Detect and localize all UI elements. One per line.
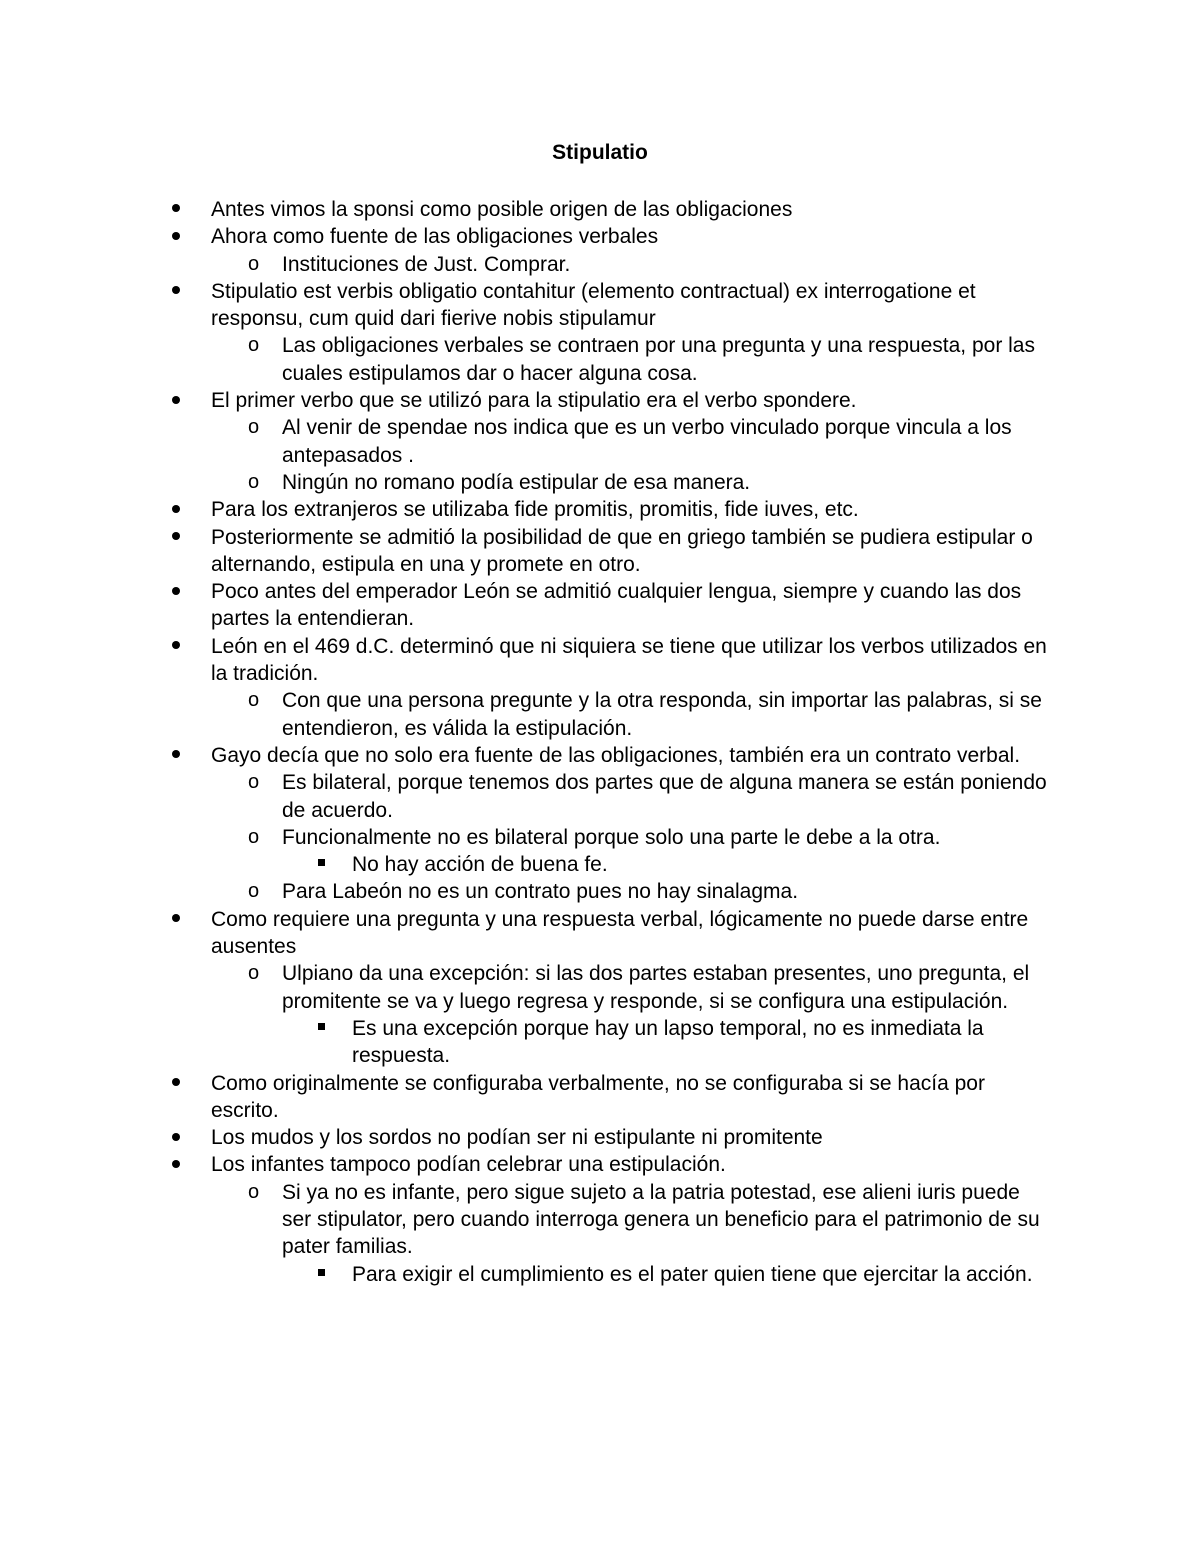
bullet-circle-marker: o — [248, 689, 260, 712]
bullet-circle-marker: o — [248, 334, 260, 357]
list-item — [0, 1015, 1200, 1070]
bullet-disc-icon — [172, 578, 180, 605]
list-item — [0, 633, 1200, 688]
list-item-text: Los infantes tampoco podían celebrar una estipulación. — [211, 1153, 726, 1177]
list-item-text: Ulpiano da una excepción: si las dos partes estaban presentes, uno pregunta, el promitente se va y luego regresa y responde, si se configura una estipulación. — [282, 962, 1030, 1013]
list-item-text: Para los extranjeros se utilizaba fide promitis, promitis, fide iuves, etc. — [211, 498, 859, 522]
list-item — [0, 1151, 1200, 1178]
bullet-disc-icon — [172, 524, 180, 551]
bullet-circle-marker: o — [248, 252, 260, 275]
list-item-text: Es una excepción porque hay un lapso temporal, no es inmediata la respuesta. — [352, 1016, 984, 1068]
list-item — [0, 223, 1200, 250]
list-item-text: Ningún no romano podía estipular de esa manera. — [282, 470, 751, 494]
bullet-disc-icon — [172, 387, 180, 414]
list-item-text: Al venir de spendae nos indica que es un verbo vinculado porque vincula a los antepasados . — [282, 416, 1012, 467]
list-item-text: Posteriormente se admitió la posibilidad de que en griego también se pudiera estipular o alternando, estipula en una y promete en otro. — [211, 525, 1033, 576]
bullet-disc-icon — [172, 196, 180, 223]
list-item — [0, 524, 1200, 579]
list-item — [0, 960, 1200, 1015]
list-item — [0, 687, 1200, 742]
list-item-text: Es bilateral, porque tenemos dos partes que de alguna manera se están poniendo de acuerdo. — [282, 771, 1047, 822]
page-title: Stipulatio — [552, 141, 648, 164]
list-item-text: Stipulatio est verbis obligatio contahitur (elemento contractual) ex interrogatione et responsu, cum quid dari fierive nobis stipulamur — [211, 279, 976, 331]
bullet-circle-marker: o — [248, 771, 260, 794]
list-item-text: No hay acción de buena fe. — [352, 853, 608, 877]
list-item-text: Gayo decía que no solo era fuente de las obligaciones, también era un contrato verbal. — [211, 743, 1021, 767]
list-item — [0, 851, 1200, 878]
bullet-disc-icon — [172, 742, 180, 769]
list-item-text: Como requiere una pregunta y una respuesta verbal, lógicamente no puede darse entre ausentes — [211, 907, 1029, 959]
list-item — [0, 1124, 1200, 1151]
bullet-disc-icon — [172, 223, 180, 250]
list-item-text: Funcionalmente no es bilateral porque solo una parte le debe a la otra. — [282, 825, 941, 849]
list-item-text: Ahora como fuente de las obligaciones verbales — [211, 225, 659, 249]
list-item — [0, 824, 1200, 851]
bullet-square-icon — [318, 851, 325, 878]
list-item — [0, 878, 1200, 905]
list-item — [0, 578, 1200, 633]
list-item — [0, 332, 1200, 387]
list-item-text: Con que una persona pregunte y la otra responda, sin importar las palabras, si se entendieron, es válida la estipulación. — [282, 689, 1042, 740]
bullet-circle-marker: o — [248, 825, 260, 848]
bullet-disc-icon — [172, 1151, 180, 1178]
bullet-circle-marker: o — [248, 470, 260, 493]
list-item — [0, 1070, 1200, 1125]
list-item — [0, 906, 1200, 961]
list-item-text: Antes vimos la sponsi como posible origen de las obligaciones — [211, 198, 793, 221]
bullet-circle-marker: o — [248, 1180, 260, 1203]
list-item-text: Si ya no es infante, pero sigue sujeto a la patria potestad, ese alieni iuris puede ser stipulator, pero cuando interroga genera un beneficio para el patrimonio de su pater familias. — [282, 1180, 1040, 1259]
list-item — [0, 196, 1200, 223]
list-item-text: Las obligaciones verbales se contraen por una pregunta y una respuesta, por las cuales estipulamos dar o hacer alguna cosa. — [282, 334, 1035, 385]
list-item — [0, 742, 1200, 769]
list-item — [0, 469, 1200, 496]
bullet-disc-icon — [172, 496, 180, 523]
list-item — [0, 1179, 1200, 1261]
bullet-circle-marker: o — [248, 962, 260, 985]
list-item — [0, 251, 1200, 278]
list-item — [0, 496, 1200, 523]
list-item — [0, 769, 1200, 824]
list-item-text: Para exigir el cumplimiento es el pater quien tiene que ejercitar la acción. — [352, 1262, 1033, 1286]
bullet-square-icon — [318, 1261, 325, 1288]
bullet-circle-marker: o — [248, 880, 260, 903]
bullet-disc-icon — [172, 1124, 180, 1151]
list-item-text: Poco antes del emperador León se admitió cualquier lengua, siempre y cuando las dos partes la entendieran. — [211, 580, 1022, 631]
list-item-text: Para Labeón no es un contrato pues no hay sinalagma. — [282, 880, 799, 904]
bullet-square-icon — [318, 1015, 325, 1042]
list-item-text: Los mudos y los sordos no podían ser ni estipulante ni promitente — [211, 1126, 823, 1150]
bullet-disc-icon — [172, 906, 180, 933]
list-item-text: Instituciones de Just. Comprar. — [282, 252, 571, 276]
list-item — [0, 278, 1200, 333]
list-item — [0, 1261, 1200, 1288]
bullet-disc-icon — [172, 1070, 180, 1097]
bullet-disc-icon — [172, 633, 180, 660]
outline-list — [0, 196, 1200, 1288]
bullet-circle-marker: o — [248, 416, 260, 439]
list-item — [0, 414, 1200, 469]
bullet-disc-icon — [172, 278, 180, 305]
list-item-text: León en el 469 d.C. determinó que ni siquiera se tiene que utilizar los verbos utilizados en la tradición. — [211, 634, 1047, 686]
list-item-text: Como originalmente se configuraba verbalmente, no se configuraba si se hacía por escrito. — [211, 1071, 985, 1122]
list-item — [0, 387, 1200, 414]
list-item-text: El primer verbo que se utilizó para la stipulatio era el verbo spondere. — [211, 389, 857, 413]
